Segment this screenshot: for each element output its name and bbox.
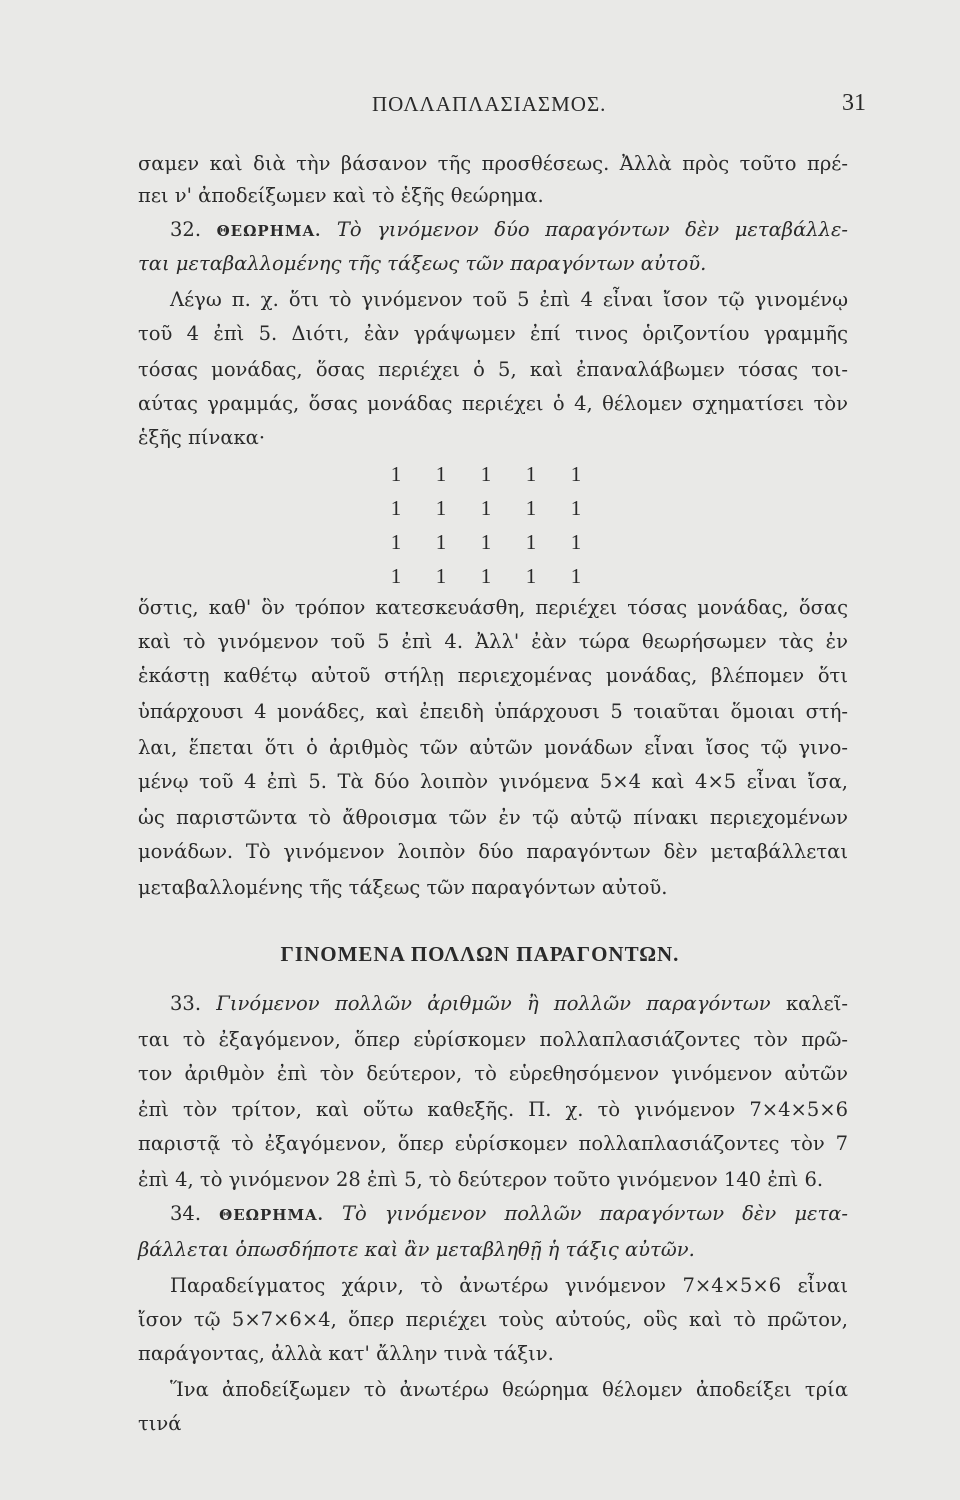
text-line: τινά	[138, 1412, 182, 1435]
theorem-32	[170, 216, 848, 245]
theorem-label: ΘΕΩΡΗΜΑ.	[219, 1206, 324, 1224]
table-cell: 1	[570, 462, 582, 486]
table-cell: 1	[390, 496, 402, 520]
text-line: ὡς παριστῶντα τὸ ἄθροισμα τῶν ἐν τῷ αὐτῷ πίνακι περιεχομένων	[138, 806, 848, 829]
table-cell: 1	[570, 564, 582, 588]
table-cell: 1	[435, 462, 447, 486]
text-line: τον ἀριθμὸν ἐπὶ τὸν δεύτερον, τὸ εὑρεθησόμενον γινόμενον αὐτῶν	[138, 1062, 848, 1085]
table-cell: 1	[480, 564, 492, 588]
table-cell: 1	[525, 530, 537, 554]
page-header	[0, 92, 960, 122]
text-line: παράγοντας, ἀλλὰ κατ' ἄλλην τινὰ τάξιν.	[138, 1342, 554, 1365]
table-cell: 1	[570, 496, 582, 520]
text-line: ἴσον τῷ 5×7×6×4, ὅπερ περιέχει τοὺς αὐτούς, οὓς καὶ τὸ πρῶτον,	[138, 1308, 848, 1331]
table-cell: 1	[435, 564, 447, 588]
table-cell: 1	[390, 564, 402, 588]
text-line: ται τὸ ἐξαγόμενον, ὅπερ εὑρίσκομεν πολλαπλασιάζοντες τὸν πρῶ-	[138, 1028, 848, 1051]
theorem-statement-cont: ται μεταβαλλομένης τῆς τάξεως τῶν παραγόντων αὐτοῦ.	[138, 252, 707, 275]
theorem-label: ΘΕΩΡΗΜΑ.	[216, 222, 322, 240]
theorem-number: 32.	[170, 218, 202, 241]
table-row	[386, 496, 586, 530]
text-line: μονάδων. Τὸ γινόμενον λοιπὸν δύο παραγόντων δὲν μεταβάλλεται	[138, 840, 848, 863]
table-cell: 1	[525, 496, 537, 520]
table-cell: 1	[480, 462, 492, 486]
running-title: ΠΟΛΛΑΠΛΑΣΙΑΣΜΟΣ.	[372, 92, 607, 116]
theorem-statement: Τὸ γινόμενον δύο παραγόντων δὲν μεταβάλλε-	[336, 218, 849, 241]
definition-text: καλεῖ-	[785, 992, 848, 1015]
text-line: ὑπάρχουσι 4 μονάδες, καὶ ἐπειδὴ ὑπάρχουσι 5 τοιαῦται ὅμοιαι στή-	[138, 700, 848, 723]
table-cell: 1	[390, 462, 402, 486]
text-line: Λέγω π. χ. ὅτι τὸ γινόμενον τοῦ 5 ἐπὶ 4 εἶναι ἴσον τῷ γινομένῳ	[170, 288, 848, 311]
table-cell: 1	[390, 530, 402, 554]
section-heading: ΓΙΝΟΜΕΝΑ ΠΟΛΛΩΝ ΠΑΡΑΓΟΝΤΩΝ.	[280, 942, 680, 966]
table-cell: 1	[570, 530, 582, 554]
defined-term: Γινόμενον πολλῶν ἀριθμῶν ἢ πολλῶν παραγόντων	[216, 992, 771, 1015]
definition-number: 33.	[170, 992, 202, 1015]
table-row	[386, 564, 586, 598]
theorem-statement-cont: βάλλεται ὁπωσδήποτε καὶ ἂν μεταβληθῇ ἡ τάξις αὐτῶν.	[138, 1238, 695, 1261]
text-line: ἐπὶ τὸν τρίτον, καὶ οὕτω καθεξῆς. Π. χ. τὸ γινόμενον 7×4×5×6	[138, 1098, 848, 1121]
theorem-number: 34.	[170, 1202, 202, 1225]
table-cell: 1	[435, 496, 447, 520]
text-line: τοῦ 4 ἐπὶ 5. Διότι, ἐὰν γράψωμεν ἐπί τινος ὁριζοντίου γραμμῆς	[138, 322, 848, 345]
text-line: σαμεν καὶ διὰ τὴν βάσανον τῆς προσθέσεως. Ἀλλὰ πρὸς τοῦτο πρέ-	[138, 152, 848, 175]
text-line: ἑξῆς πίνακα·	[138, 426, 266, 449]
table-row	[386, 530, 586, 564]
table-cell: 1	[480, 530, 492, 554]
text-line: καὶ τὸ γινόμενον τοῦ 5 ἐπὶ 4. Ἀλλ' ἐὰν τώρα θεωρήσωμεν τὰς ἐν	[138, 630, 848, 653]
text-line: ἐπὶ 4, τὸ γινόμενον 28 ἐπὶ 5, τὸ δεύτερον τοῦτο γινόμενον 140 ἐπὶ 6.	[138, 1168, 824, 1191]
theorem-statement: Τὸ γινόμενον πολλῶν παραγόντων δὲν μετα-	[342, 1202, 849, 1225]
theorem-34	[170, 1200, 848, 1229]
text-line: παριστᾷ τὸ ἐξαγόμενον, ὅπερ εὑρίσκομεν πολλαπλασιάζοντες τὸν 7	[138, 1132, 848, 1155]
text-line: λαι, ἕπεται ὅτι ὁ ἀριθμὸς τῶν αὐτῶν μονάδων εἶναι ἴσος τῷ γινο-	[138, 736, 848, 759]
table-row	[386, 462, 586, 496]
text-line: ἑκάστῃ καθέτῳ αὐτοῦ στήλῃ περιεχομένας μονάδας, βλέπομεν ὅτι	[138, 664, 848, 687]
table-cell: 1	[525, 564, 537, 588]
text-line: τόσας μονάδας, ὅσας περιέχει ὁ 5, καὶ ἐπαναλάβωμεν τόσας τοι-	[138, 358, 848, 381]
text-line: Παραδείγματος χάριν, τὸ ἀνωτέρω γινόμενον 7×4×5×6 εἶναι	[170, 1274, 848, 1297]
text-line: Ἵνα ἀποδείξωμεν τὸ ἀνωτέρω θεώρημα θέλομεν ἀποδείξει τρία	[170, 1378, 848, 1401]
text-line: μένῳ τοῦ 4 ἐπὶ 5. Τὰ δύο λοιπὸν γινόμενα 5×4 καὶ 4×5 εἶναι ἴσα,	[138, 770, 848, 793]
text-line: πει ν' ἀποδείξωμεν καὶ τὸ ἑξῆς θεώρημα.	[138, 184, 544, 207]
text-line: αύτας γραμμάς, ὅσας μονάδας περιέχει ὁ 4, θέλομεν σχηματίσει τὸν	[138, 392, 848, 415]
definition-33	[170, 990, 848, 1018]
unit-table	[386, 462, 586, 598]
page-number: 31	[842, 90, 866, 116]
table-cell: 1	[435, 530, 447, 554]
table-cell: 1	[525, 462, 537, 486]
table-cell: 1	[480, 496, 492, 520]
text-line: ὅστις, καθ' ὃν τρόπον κατεσκευάσθη, περιέχει τόσας μονάδας, ὅσας	[138, 596, 848, 619]
text-line: μεταβαλλομένης τῆς τάξεως τῶν παραγόντων αὐτοῦ.	[138, 876, 668, 899]
